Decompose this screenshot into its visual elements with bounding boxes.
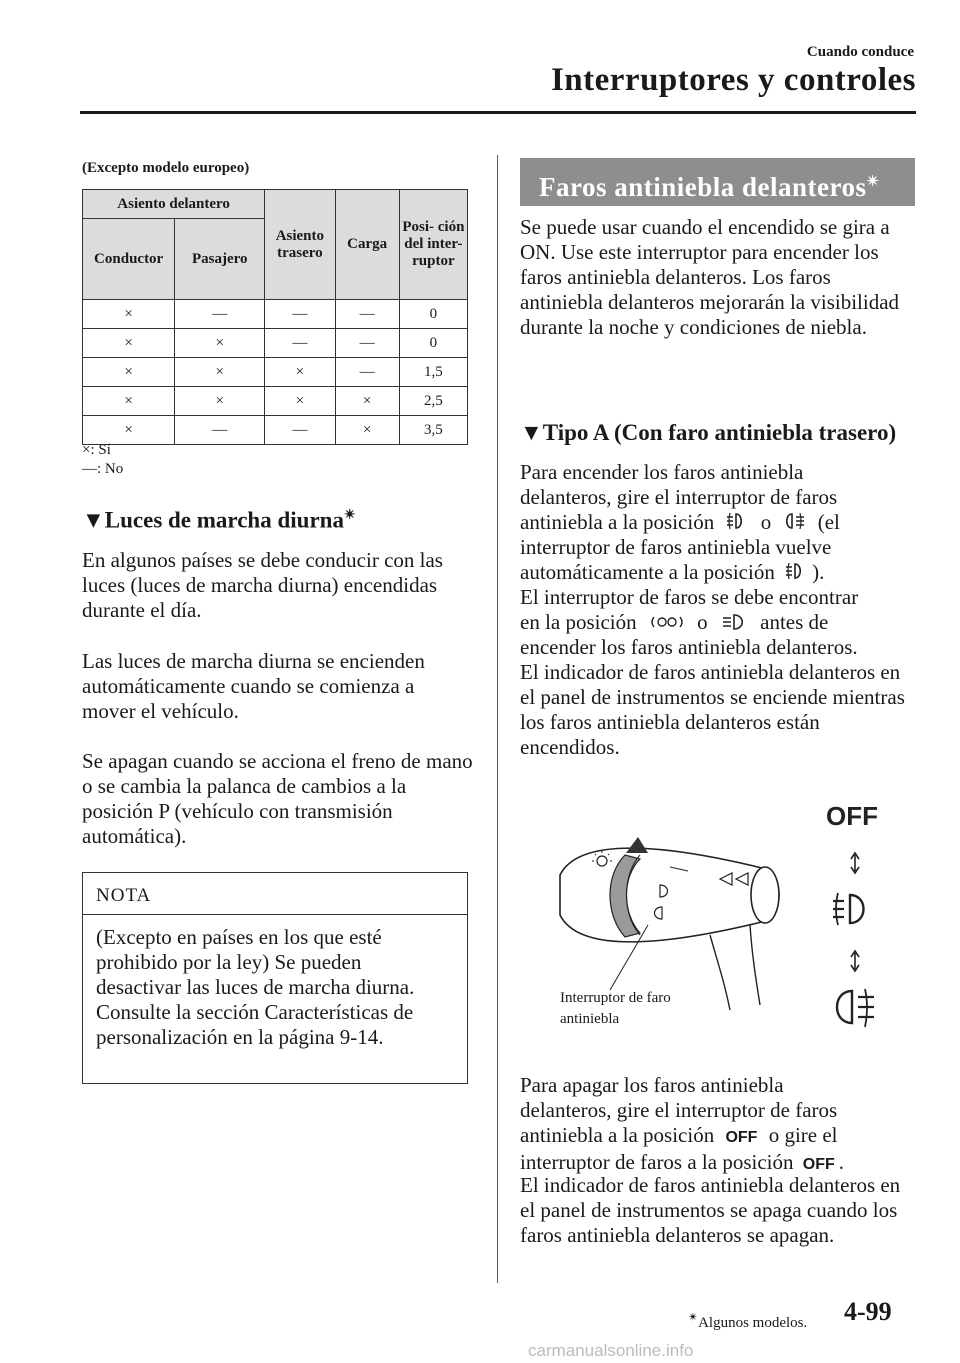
fog-off-instructions: Para apagar los faros antiniebla delanteros, gire el interruptor de faros antiniebla a la posición OFF o gire el interruptor de faros a la posición OFF .	[520, 1073, 844, 1174]
header-rule	[80, 111, 916, 114]
column-divider	[497, 155, 498, 1283]
load-table	[82, 189, 468, 445]
parking-lights-icon	[650, 613, 684, 631]
fog-on-instructions: Para encender los faros antiniebla delanteros, gire el interruptor de faros antiniebla a la posición o (el interruptor de faros antiniebla vuelve automáticamente a la posición ). El interruptor de faros se debe encontrar en la posición o antes de encender los faros antiniebla delanteros.	[520, 460, 859, 659]
indicator-off-paragraph: El indicador de faros antiniebla delanteros en el panel de instrumentos se apaga cuando los faros antiniebla delanteros se apagan.	[520, 1173, 901, 1247]
daytime-paragraph-1: En algunos países se debe conducir con las luces (luces de marcha diurna) encendidas durante el día.	[82, 548, 443, 622]
type-a-heading: ▼Tipo A (Con faro antiniebla trasero)	[520, 420, 897, 445]
off-badge: OFF	[802, 1156, 835, 1173]
page-number: 4-99	[844, 1297, 892, 1326]
off-label: OFF	[826, 801, 878, 831]
indicator-on-paragraph: El indicador de faros antiniebla delanteros en el panel de instrumentos se enciende mientras los faros antiniebla delanteros están encendidos.	[520, 660, 905, 759]
figure-caption: Interruptor de faro antiniebla	[560, 990, 671, 1027]
footer-note: ✴Algunos modelos.	[688, 1310, 808, 1331]
table-header-passenger: Pasajero	[175, 219, 265, 300]
table-row: × — — × 3,5	[83, 416, 468, 445]
rear-fog-icon	[782, 511, 806, 531]
watermark: carmanualsonline.info	[528, 1341, 694, 1360]
front-fog-icon	[725, 511, 749, 531]
daytime-paragraph-2: Las luces de marcha diurna se encienden automáticamente cuando se comienza a mover el vehículo.	[82, 649, 425, 723]
triangle-down-icon: ▼	[82, 507, 105, 533]
daytime-paragraph-3: Se apagan cuando se acciona el freno de mano o se cambia la palanca de cambios a la posición P (vehículo con transmisión automática).	[82, 749, 473, 848]
fog-switch-figure	[520, 795, 920, 1045]
legend-no: —: No	[82, 461, 124, 477]
off-badge: OFF	[725, 1129, 758, 1146]
table-row: × × — — 0	[83, 329, 468, 358]
asterisk-icon: ✴	[866, 174, 880, 190]
table-row: × — — — 0	[83, 300, 468, 329]
note-body: (Excepto en países en los que esté prohibido por la ley) Se pueden desactivar las luces de marcha diurna. Consulte la sección Características de personalización en la página 9-14.	[96, 925, 415, 1049]
daytime-heading: ▼Luces de marcha diurna✴	[82, 507, 356, 533]
section-banner: Faros antiniebla delanteros✴	[520, 158, 915, 206]
table-header-position: Posi- ción del inter- ruptor	[399, 190, 467, 300]
table-header-cargo: Carga	[335, 190, 399, 300]
table-row: × × × — 1,5	[83, 358, 468, 387]
note-title: NOTA	[83, 873, 467, 915]
asterisk-icon: ✴	[343, 508, 356, 523]
headlight-icon	[721, 613, 747, 631]
triangle-down-icon: ▼	[520, 420, 543, 445]
chapter-title: Interruptores y controles	[550, 62, 916, 98]
fog-intro: Se puede usar cuando el encendido se gira a ON. Use este interruptor para encender los faros antiniebla delanteros. Los faros antiniebla delanteros mejorarán la visibilidad durante la noche y condiciones de niebla.	[520, 215, 900, 339]
section-title: Cuando conduce	[806, 44, 914, 60]
legend-yes: ×: Sí	[82, 442, 111, 458]
table-caption: (Excepto modelo europeo)	[82, 160, 250, 176]
front-fog-icon	[784, 561, 808, 581]
note-box	[82, 872, 468, 1084]
table-row: × × × × 2,5	[83, 387, 468, 416]
asterisk-icon: ✴	[688, 1310, 699, 1324]
table-header-front-seat: Asiento delantero	[83, 190, 265, 219]
table-header-rear-seat: Asiento trasero	[265, 190, 335, 300]
table-header-driver: Conductor	[83, 219, 175, 300]
